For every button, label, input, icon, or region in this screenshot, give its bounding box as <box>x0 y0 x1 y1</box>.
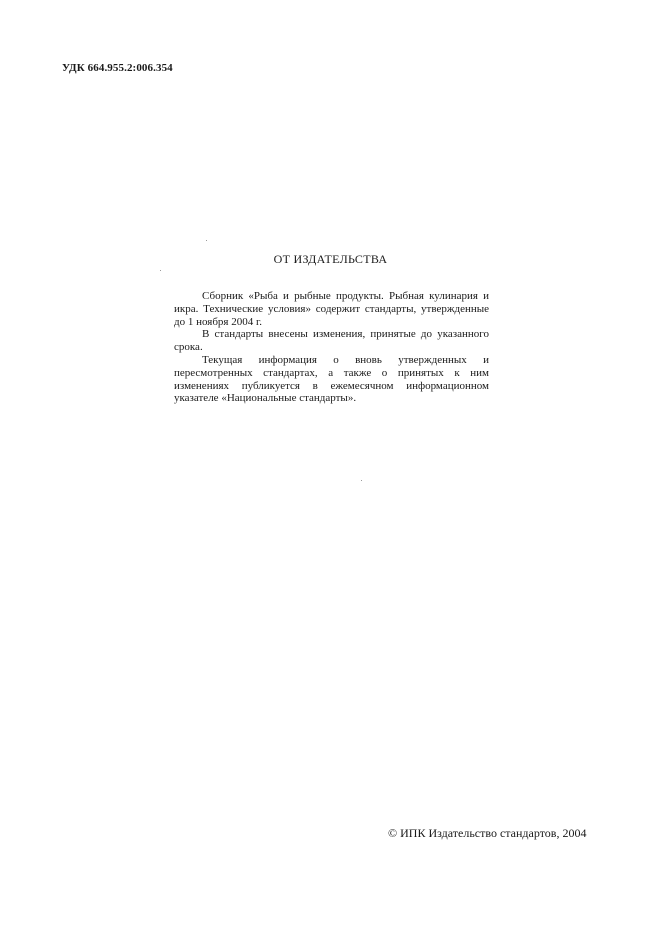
copyright-notice: © ИПК Издательство стандартов, 2004 <box>388 826 587 840</box>
paragraph-current-information: Текущая информация о вновь утвержденных и пересмотренных стандартах, а также о принятых к ним изменениях публикуется в ежемесячном информационном указателе «Национальные стандарты». <box>174 353 489 405</box>
udk-code: УДК 664.955.2:006.354 <box>62 62 173 74</box>
scan-speck <box>160 270 161 271</box>
scan-speck <box>206 240 207 241</box>
scan-speck <box>361 480 362 481</box>
paragraph-amendments: В стандарты внесены изменения, принятые до указанного срока. <box>174 328 489 354</box>
publisher-note <box>174 290 489 405</box>
page-title: ОТ ИЗДАТЕЛЬСТВА <box>273 252 388 266</box>
paragraph-collection-contents: Сборник «Рыба и рыбные продукты. Рыбная кулинария и икра. Технические условия» содержит стандарты, утвержденные до 1 ноября 2004 г. <box>174 290 489 328</box>
